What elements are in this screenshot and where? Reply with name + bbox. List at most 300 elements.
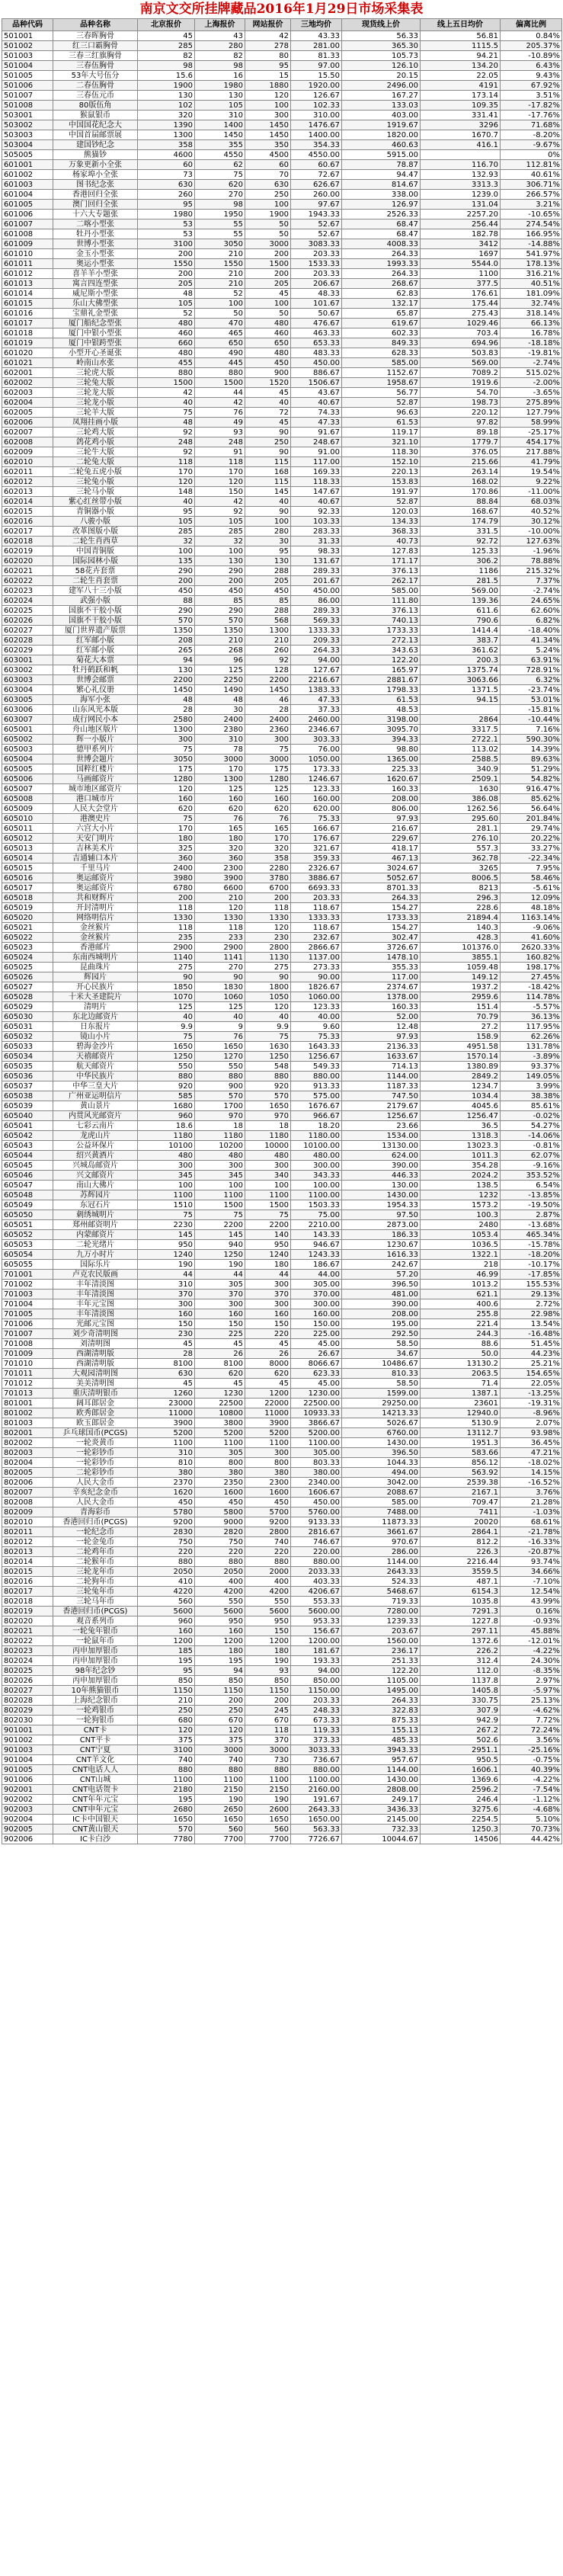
cell-five-day-average: 1011.3 (421, 1151, 501, 1161)
cell-spot-online-price: 236.17 (342, 1646, 421, 1656)
cell-deviation-ratio: -10.89% (501, 51, 562, 61)
table-row (2, 1676, 562, 1686)
cell-average-price: 5200.00 (291, 1428, 342, 1438)
cell-deviation-ratio: 266.57% (501, 190, 562, 200)
cell-five-day-average: 416.1 (421, 140, 501, 150)
table-row (2, 1260, 562, 1270)
table-row (2, 1022, 562, 1032)
cell-web-price: 480 (245, 348, 291, 358)
cell-shanghai-price: 2200 (195, 1220, 245, 1230)
cell-average-price: 127.67 (291, 665, 342, 675)
cell-average-price: 483.33 (291, 348, 342, 358)
cell-web-price: 450 (245, 358, 291, 368)
table-row (2, 943, 562, 953)
cell-five-day-average: 331.41 (421, 111, 501, 120)
cell-beijing-price: 94 (138, 655, 195, 665)
cell-deviation-ratio: 44.23% (501, 1349, 562, 1359)
cell-shanghai-price: 220 (195, 1547, 245, 1557)
cell-code: 501003 (2, 51, 53, 61)
cell-web-price: 50 (245, 309, 291, 319)
cell-spot-online-price: 1620.67 (342, 774, 421, 784)
cell-beijing-price: 2050 (138, 1567, 195, 1577)
cell-name: 武强小版 (53, 596, 138, 606)
cell-web-price: 120 (245, 1002, 291, 1012)
cell-spot-online-price: 1430.00 (342, 1190, 421, 1200)
cell-deviation-ratio: 33.27% (501, 844, 562, 854)
cell-five-day-average: 611.6 (421, 606, 501, 616)
cell-shanghai-price: 1200 (195, 1636, 245, 1646)
cell-deviation-ratio: -5.61% (501, 883, 562, 893)
cell-name: 红军邮小版 (53, 646, 138, 655)
table-row (2, 1785, 562, 1795)
cell-spot-online-price: 460.63 (342, 140, 421, 150)
cell-average-price: 50.67 (291, 309, 342, 319)
cell-beijing-price: 248 (138, 437, 195, 447)
cell-code: 802018 (2, 1597, 53, 1607)
table-row (2, 1121, 562, 1131)
cell-shanghai-price: 200 (195, 1696, 245, 1706)
cell-shanghai-price: 2150 (195, 1785, 245, 1795)
cell-code: 601015 (2, 299, 53, 309)
cell-code: 501006 (2, 81, 53, 91)
table-row (2, 1072, 562, 1081)
cell-name: 山东风光本版 (53, 705, 138, 715)
cell-code: 802022 (2, 1636, 53, 1646)
cell-beijing-price: 1900 (138, 81, 195, 91)
cell-web-price: 7700 (245, 1834, 291, 1844)
header-row (2, 19, 562, 31)
cell-five-day-average: 100.3 (421, 1210, 501, 1220)
cell-shanghai-price: 1060 (195, 992, 245, 1002)
cell-code: 902003 (2, 1805, 53, 1815)
cell-code: 605030 (2, 1012, 53, 1022)
cell-shanghai-price: 1270 (195, 1052, 245, 1062)
cell-five-day-average: 246.4 (421, 1795, 501, 1805)
cell-name: 开封清明片 (53, 903, 138, 913)
cell-name: 98年纪念钞 (53, 1666, 138, 1676)
cell-beijing-price: 210 (138, 1696, 195, 1706)
cell-web-price: 920 (245, 1081, 291, 1091)
cell-average-price: 480.00 (291, 1151, 342, 1161)
cell-web-price: 118 (245, 903, 291, 913)
table-row (2, 1607, 562, 1616)
cell-average-price: 1246.67 (291, 774, 342, 784)
cell-name: 世博会邮票 (53, 675, 138, 685)
cell-beijing-price: 200 (138, 893, 195, 903)
cell-deviation-ratio: -18.02% (501, 1458, 562, 1468)
cell-beijing-price: 450 (138, 1498, 195, 1507)
cell-deviation-ratio: 198.17% (501, 963, 562, 972)
cell-shanghai-price: 3800 (195, 1418, 245, 1428)
cell-spot-online-price: 268.67 (342, 279, 421, 289)
cell-shanghai-price: 360 (195, 854, 245, 863)
cell-name: 航天邮资片 (53, 1062, 138, 1072)
cell-name: 一轮鼠年币 (53, 1636, 138, 1646)
cell-web-price: 1450 (245, 130, 291, 140)
cell-deviation-ratio: 2.87% (501, 1210, 562, 1220)
cell-name: 国际园林小版 (53, 556, 138, 566)
cell-deviation-ratio: 71.68% (501, 120, 562, 130)
cell-five-day-average: 3063.66 (421, 675, 501, 685)
cell-average-price: 186.67 (291, 1260, 342, 1270)
cell-five-day-average: 856.12 (421, 1458, 501, 1468)
cell-code: 605022 (2, 933, 53, 943)
table-row (2, 1181, 562, 1190)
cell-web-price: 75 (245, 745, 291, 755)
cell-beijing-price: 375 (138, 1735, 195, 1745)
cell-five-day-average: 170.86 (421, 487, 501, 497)
cell-five-day-average: 569.00 (421, 358, 501, 368)
cell-web-price: 45 (245, 388, 291, 398)
cell-code: 701007 (2, 1329, 53, 1339)
cell-name: 兴文邮资片 (53, 1171, 138, 1181)
cell-five-day-average: 1232 (421, 1190, 501, 1200)
cell-code: 601002 (2, 170, 53, 180)
cell-deviation-ratio: 3.21% (501, 200, 562, 210)
cell-five-day-average: 1186 (421, 566, 501, 576)
cell-web-price: 740 (245, 1537, 291, 1547)
cell-beijing-price: 118 (138, 457, 195, 467)
cell-beijing-price: 290 (138, 566, 195, 576)
cell-shanghai-price: 160 (195, 1309, 245, 1319)
cell-average-price: 72.67 (291, 170, 342, 180)
cell-name: 三轮虎大版 (53, 368, 138, 378)
cell-deviation-ratio: 112.81% (501, 160, 562, 170)
cell-average-price: 2460.00 (291, 715, 342, 725)
cell-five-day-average: 487.1 (421, 1577, 501, 1587)
cell-name: 港口城市片 (53, 794, 138, 804)
cell-average-price: 1060.00 (291, 992, 342, 1002)
cell-web-price: 1520 (245, 378, 291, 388)
cell-spot-online-price: 7488.00 (342, 1507, 421, 1517)
cell-spot-online-price: 5052.67 (342, 873, 421, 883)
cell-name: 53年大号伍分 (53, 71, 138, 81)
table-row (2, 1656, 562, 1666)
table-row (2, 794, 562, 804)
cell-average-price: 1230.00 (291, 1389, 342, 1399)
cell-web-price: 650 (245, 338, 291, 348)
cell-shanghai-price: 105 (195, 517, 245, 527)
cell-average-price: 380.00 (291, 1468, 342, 1478)
cell-average-price: 75.00 (291, 1210, 342, 1220)
cell-deviation-ratio: 7.37% (501, 576, 562, 586)
cell-average-price: 283.33 (291, 527, 342, 537)
cell-beijing-price: 585 (138, 1091, 195, 1101)
cell-shanghai-price: 310 (195, 111, 245, 120)
cell-name: CNT山城 (53, 1775, 138, 1785)
cell-beijing-price: 285 (138, 41, 195, 51)
cell-deviation-ratio: 7.72% (501, 1716, 562, 1725)
cell-beijing-price: 630 (138, 180, 195, 190)
cell-average-price: 48.33 (291, 289, 342, 299)
cell-shanghai-price: 268 (195, 646, 245, 655)
cell-deviation-ratio: -22.34% (501, 854, 562, 863)
cell-beijing-price: 1850 (138, 982, 195, 992)
cell-deviation-ratio: -23.74% (501, 685, 562, 695)
cell-web-price: 450 (245, 586, 291, 596)
cell-code: 605038 (2, 1091, 53, 1101)
cell-shanghai-price: 55 (195, 219, 245, 229)
cell-spot-online-price: 1230.67 (342, 1240, 421, 1250)
cell-name: 二春伍胸骨 (53, 81, 138, 91)
table-row (2, 626, 562, 636)
table-row (2, 566, 562, 576)
cell-average-price: 3083.33 (291, 239, 342, 249)
cell-average-price: 45.00 (291, 1379, 342, 1389)
cell-spot-online-price: 264.33 (342, 1696, 421, 1706)
cell-web-price: 115 (245, 457, 291, 467)
cell-name: 七彩云南片 (53, 1121, 138, 1131)
cell-deviation-ratio: -0.02% (501, 1111, 562, 1121)
cell-shanghai-price: 1950 (195, 210, 245, 219)
cell-deviation-ratio: 44.42% (501, 1834, 562, 1844)
table-row (2, 705, 562, 715)
cell-name: 奥运邮资片 (53, 883, 138, 893)
cell-average-price: 40.00 (291, 1012, 342, 1022)
cell-shanghai-price: 5200 (195, 1428, 245, 1438)
cell-spot-online-price: 13130.00 (342, 1141, 421, 1151)
cell-code: 601004 (2, 190, 53, 200)
cell-average-price: 1676.67 (291, 1101, 342, 1111)
cell-shanghai-price: 2300 (195, 863, 245, 873)
cell-beijing-price: 2580 (138, 715, 195, 725)
cell-web-price: 40 (245, 1012, 291, 1022)
cell-code: 802030 (2, 1716, 53, 1725)
cell-shanghai-price: 180 (195, 1646, 245, 1656)
cell-deviation-ratio: 465.34% (501, 1230, 562, 1240)
cell-spot-online-price: 122.20 (342, 655, 421, 665)
cell-average-price: 18.20 (291, 1121, 342, 1131)
cell-shanghai-price: 100 (195, 546, 245, 556)
cell-spot-online-price: 97.93 (342, 1032, 421, 1042)
cell-beijing-price: 810 (138, 1458, 195, 1468)
cell-web-price: 1650 (245, 1815, 291, 1825)
cell-deviation-ratio: -25.16% (501, 1745, 562, 1755)
cell-five-day-average: 1372.6 (421, 1636, 501, 1646)
cell-name: 网络明信片 (53, 913, 138, 923)
table-row (2, 1141, 562, 1151)
cell-name: 国旗不干胶小版 (53, 616, 138, 626)
cell-average-price: 40.67 (291, 398, 342, 408)
cell-name: 阔耳郎居金 (53, 1399, 138, 1408)
cell-five-day-average: 2588.5 (421, 755, 501, 764)
cell-five-day-average: 226.2 (421, 1646, 501, 1656)
cell-shanghai-price: 285 (195, 527, 245, 537)
cell-deviation-ratio: 45.88% (501, 1626, 562, 1636)
cell-shanghai-price: 8100 (195, 1359, 245, 1369)
cell-code: 605032 (2, 1032, 53, 1042)
cell-deviation-ratio: 217.88% (501, 447, 562, 457)
cell-spot-online-price: 48.53 (342, 705, 421, 715)
cell-spot-online-price: 322.83 (342, 1706, 421, 1716)
table-row (2, 51, 562, 61)
cell-name: 成行网民小本 (53, 715, 138, 725)
cell-average-price: 321.67 (291, 844, 342, 854)
cell-spot-online-price: 23.66 (342, 1121, 421, 1131)
cell-name: CNT卡 (53, 1725, 138, 1735)
cell-code: 601019 (2, 338, 53, 348)
cell-beijing-price: 3900 (138, 1418, 195, 1428)
cell-shanghai-price: 3050 (195, 239, 245, 249)
cell-shanghai-price: 2400 (195, 715, 245, 725)
cell-beijing-price: 2900 (138, 943, 195, 953)
cell-five-day-average: 386.08 (421, 794, 501, 804)
cell-shanghai-price: 270 (195, 963, 245, 972)
cell-beijing-price: 73 (138, 170, 195, 180)
cell-spot-online-price: 368.33 (342, 527, 421, 537)
cell-name: 黄山景片 (53, 1101, 138, 1111)
cell-spot-online-price: 481.00 (342, 1290, 421, 1299)
cell-spot-online-price: 111.80 (342, 596, 421, 606)
cell-code: 601010 (2, 249, 53, 259)
cell-spot-online-price: 52.87 (342, 497, 421, 507)
cell-deviation-ratio: 0% (501, 150, 562, 160)
table-row (2, 239, 562, 249)
cell-five-day-average: 3296 (421, 120, 501, 130)
cell-deviation-ratio: 43.99% (501, 1597, 562, 1607)
cell-shanghai-price: 1500 (195, 378, 245, 388)
cell-deviation-ratio: 541.97% (501, 249, 562, 259)
cell-web-price: 200 (245, 269, 291, 279)
table-row (2, 1032, 562, 1042)
cell-name: 南山大佛片 (53, 1181, 138, 1190)
cell-spot-online-price: 1993.33 (342, 259, 421, 269)
cell-code: 605046 (2, 1171, 53, 1181)
cell-shanghai-price: 6600 (195, 883, 245, 893)
cell-five-day-average: 1053.4 (421, 1230, 501, 1240)
cell-shanghai-price: 10800 (195, 1408, 245, 1418)
cell-shanghai-price: 3000 (195, 755, 245, 764)
cell-beijing-price: 180 (138, 834, 195, 844)
cell-code: 501002 (2, 41, 53, 51)
cell-beijing-price: 45 (138, 1379, 195, 1389)
cell-spot-online-price: 390.00 (342, 1161, 421, 1171)
cell-beijing-price: 118 (138, 903, 195, 913)
cell-name: 三轮马年币 (53, 1597, 138, 1607)
cell-shanghai-price: 170 (195, 764, 245, 774)
cell-beijing-price: 60 (138, 160, 195, 170)
table-row (2, 1666, 562, 1676)
cell-spot-online-price: 262.17 (342, 576, 421, 586)
cell-spot-online-price: 1105.00 (342, 1676, 421, 1686)
cell-five-day-average: 2509.1 (421, 774, 501, 784)
cell-web-price: 95 (245, 61, 291, 71)
cell-average-price: 10100.00 (291, 1141, 342, 1151)
table-row (2, 873, 562, 883)
table-row (2, 1597, 562, 1607)
cell-deviation-ratio: 16.78% (501, 328, 562, 338)
cell-web-price: 800 (245, 1458, 291, 1468)
cell-web-price: 28 (245, 705, 291, 715)
cell-name: 青铜器小版 (53, 507, 138, 517)
cell-beijing-price: 220 (138, 1547, 195, 1557)
cell-web-price: 44 (245, 1270, 291, 1280)
cell-web-price: 1650 (245, 1101, 291, 1111)
cell-average-price: 131.67 (291, 556, 342, 566)
cell-web-price: 42 (245, 31, 291, 41)
cell-code: 602016 (2, 517, 53, 527)
table-row (2, 893, 562, 903)
table-row (2, 1171, 562, 1181)
cell-name: 香港回归币(PCGS) (53, 1607, 138, 1616)
cell-average-price: 553.33 (291, 1597, 342, 1607)
cell-five-day-average: 5130.9 (421, 1418, 501, 1428)
cell-code: 801001 (2, 1399, 53, 1408)
cell-web-price: 10000 (245, 1141, 291, 1151)
cell-beijing-price: 160 (138, 1626, 195, 1636)
cell-shanghai-price: 42 (195, 398, 245, 408)
cell-code: 901002 (2, 1735, 53, 1745)
cell-deviation-ratio: 36.45% (501, 1438, 562, 1448)
cell-spot-online-price: 94.47 (342, 170, 421, 180)
cell-code: 602022 (2, 576, 53, 586)
cell-beijing-price: 1100 (138, 1438, 195, 1448)
cell-deviation-ratio: 3.76% (501, 1488, 562, 1498)
cell-code: 605004 (2, 755, 53, 764)
cell-beijing-price: 2680 (138, 1805, 195, 1815)
cell-five-day-average: 1239.0 (421, 190, 501, 200)
cell-five-day-average: 200.3 (421, 655, 501, 665)
cell-web-price: 2150 (245, 1785, 291, 1795)
cell-web-price: 1500 (245, 1200, 291, 1210)
cell-name: 红军邮小版 (53, 636, 138, 646)
cell-web-price: 560 (245, 1825, 291, 1834)
cell-average-price: 2643.33 (291, 1805, 342, 1815)
cell-spot-online-price: 3198.00 (342, 715, 421, 725)
cell-deviation-ratio: 53.01% (501, 695, 562, 705)
cell-average-price: 203.33 (291, 893, 342, 903)
cell-code: 602029 (2, 646, 53, 655)
cell-five-day-average: 7291.3 (421, 1607, 501, 1616)
cell-spot-online-price: 11873.33 (342, 1517, 421, 1527)
cell-name: 东北边邮资片 (53, 1012, 138, 1022)
cell-code: 605024 (2, 953, 53, 963)
cell-beijing-price: 75 (138, 745, 195, 755)
cell-beijing-price: 4220 (138, 1587, 195, 1597)
cell-deviation-ratio: 5.10% (501, 1815, 562, 1825)
cell-code: 605031 (2, 1022, 53, 1032)
cell-beijing-price: 960 (138, 1111, 195, 1121)
cell-web-price: 220 (245, 1547, 291, 1557)
cell-five-day-average: 23601 (421, 1399, 501, 1408)
cell-name: 二轮兔大版 (53, 457, 138, 467)
cell-code: 601001 (2, 160, 53, 170)
cell-code: 605054 (2, 1250, 53, 1260)
cell-five-day-average: 1919.6 (421, 378, 501, 388)
cell-spot-online-price: 394.33 (342, 735, 421, 745)
cell-spot-online-price: 806.00 (342, 804, 421, 814)
cell-beijing-price: 2370 (138, 1478, 195, 1488)
cell-deviation-ratio: -3.65% (501, 388, 562, 398)
cell-code: 602023 (2, 586, 53, 596)
cell-five-day-average: 1697 (421, 249, 501, 259)
cell-deviation-ratio: 590.30% (501, 735, 562, 745)
table-row (2, 1725, 562, 1735)
table-row (2, 219, 562, 229)
cell-name: 奥运小型张 (53, 259, 138, 269)
cell-deviation-ratio: -1.12% (501, 1795, 562, 1805)
cell-shanghai-price: 210 (195, 269, 245, 279)
cell-five-day-average: 109.35 (421, 101, 501, 111)
cell-beijing-price: 480 (138, 319, 195, 328)
table-row (2, 1002, 562, 1012)
table-row (2, 844, 562, 854)
cell-deviation-ratio: -1.03% (501, 1507, 562, 1517)
cell-web-price: 2300 (245, 1478, 291, 1488)
table-row (2, 467, 562, 477)
cell-code: 901004 (2, 1755, 53, 1765)
cell-deviation-ratio: 38.38% (501, 1091, 562, 1101)
